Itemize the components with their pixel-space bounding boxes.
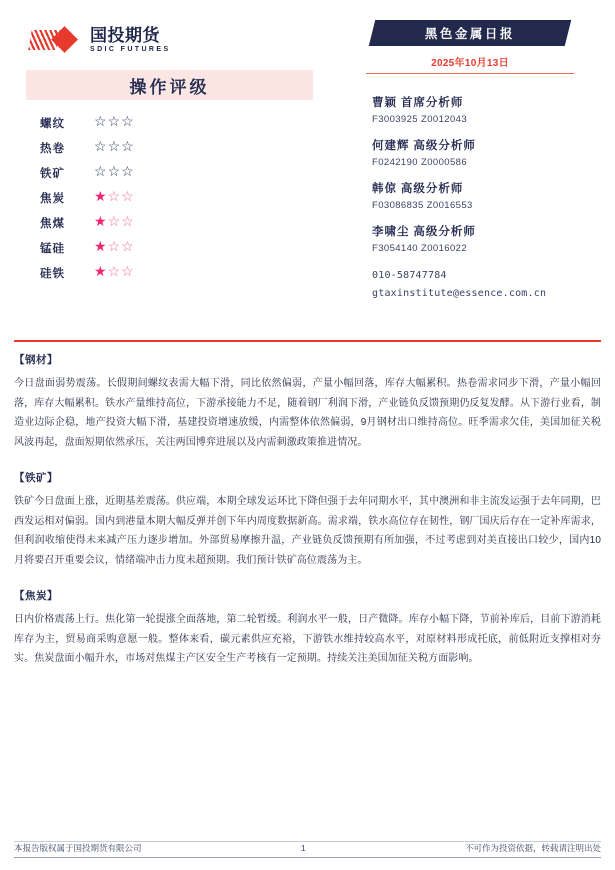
report-body [0, 352, 615, 687]
analyst-entry [372, 223, 603, 254]
star-filled-icon: ★ [94, 240, 107, 255]
footer-copyright: 本报告版权属于国投期货有限公司 [14, 843, 142, 853]
contact-phone: 010-58747784 [372, 270, 447, 281]
star-empty-icon: ☆ [107, 240, 121, 255]
rating-row [12, 137, 342, 159]
analyst-license-code: F0242190 Z0000586 [372, 157, 468, 168]
analyst-name: 韩倞 高级分析师 [372, 183, 464, 195]
rating-list [12, 112, 342, 284]
date-underline [366, 73, 574, 74]
footer-rule [14, 857, 601, 858]
star-empty-icon: ☆ [121, 165, 134, 180]
rating-label: 硅铁 [40, 268, 65, 280]
star-empty-icon: ☆ [121, 115, 134, 130]
rating-stars [94, 191, 134, 205]
star-filled-icon: ★ [94, 215, 107, 230]
rating-stars [94, 141, 134, 155]
star-empty-icon: ☆ [107, 115, 121, 130]
star-empty-icon: ☆ [107, 215, 121, 230]
header-divider [14, 340, 601, 342]
star-empty-icon: ☆ [121, 265, 134, 280]
star-empty-icon: ☆ [107, 190, 121, 205]
section-text: 铁矿今日盘面上涨，近期基差震荡。供应端，本期全球发运环比下降但强于去年同期水平，其中澳洲和非主流发运强于去年同期，巴西发运相对偏弱。国内到港量本期大幅反弹并创下年内周度数据新高。需求端，铁水高位存在韧性，钢厂国庆后存在一定补库需求，但利润收缩使得未来减产压力逐步增加。外部贸易摩擦升温，产业链负反馈预期有所加强，不过考虑到对美直接出口较少，国内10月将要召开重要会议，情绪端冲击力度未超预期。我们预计铁矿高位震荡为主。 [14, 496, 601, 566]
analyst-list [372, 94, 603, 254]
analyst-entry [372, 137, 603, 168]
rating-label: 焦煤 [40, 218, 65, 230]
section-title: 【钢材】 [14, 354, 58, 366]
star-filled-icon: ★ [94, 190, 107, 205]
report-title-banner [369, 20, 571, 46]
star-empty-icon: ☆ [94, 140, 107, 155]
rating-label: 螺纹 [40, 118, 65, 130]
report-date: 2025年10月13日 [431, 58, 509, 69]
rating-row [12, 187, 342, 209]
report-section [14, 352, 601, 452]
header-area [0, 0, 615, 345]
rating-row [12, 112, 342, 134]
report-meta [342, 14, 603, 345]
analyst-license-code: F03086835 Z0016553 [372, 200, 473, 211]
report-title: 黑色金属日报 [424, 26, 515, 41]
rating-row [12, 212, 342, 234]
section-text: 日内价格震荡上行。焦化第一轮提涨全面落地，第二轮暂缓。利润水平一般，日产微降。库存小幅下降，节前补库后，目前下游消耗库存为主，贸易商采购意愿一般。整体来看，碳元素供应充裕，下游铁水维持较高水平，对原材料形成托底，前低附近支撑相对夯实。焦炭盘面小幅升水，市场对焦煤主产区安全生产考核有一定预期。持续关注美国加征关税方面影响。 [14, 614, 601, 664]
analyst-name: 曹颖 首席分析师 [372, 97, 464, 109]
star-empty-icon: ☆ [94, 165, 107, 180]
star-filled-icon: ★ [94, 265, 107, 280]
analyst-license-code: F3003925 Z0012043 [372, 114, 468, 125]
analyst-entry [372, 94, 603, 125]
rating-label: 锰硅 [40, 243, 65, 255]
rating-title-box [26, 70, 313, 100]
report-section [14, 470, 601, 570]
rating-label: 铁矿 [40, 168, 65, 180]
section-text: 今日盘面弱势震荡。长假期间螺纹表需大幅下滑，同比依然偏弱，产量小幅回落，库存大幅累积。热卷需求同步下滑，产量小幅回落，库存大幅累积。铁水产量维持高位，下游承接能力不足，随着钢厂利润下滑，产业链负反馈预期仍反复发酵。从下游行业看，制造业边际企稳，地产投资大幅下滑，基建投资增速放缓，内需整体依然偏弱，9月钢材出口维持高位。旺季需求欠佳，美国加征关税风波再起，盘面短期依然承压，关注两国博弈进展以及内需刺激政策推进情况。 [14, 378, 601, 448]
star-empty-icon: ☆ [121, 215, 134, 230]
star-empty-icon: ☆ [107, 140, 121, 155]
rating-row [12, 237, 342, 259]
rating-stars [94, 241, 134, 255]
star-empty-icon: ☆ [121, 140, 134, 155]
rating-stars [94, 266, 134, 280]
star-empty-icon: ☆ [121, 190, 134, 205]
contact-email[interactable]: gtaxinstitute@essence.com.cn [372, 288, 547, 299]
rating-row [12, 162, 342, 184]
rating-stars [94, 116, 134, 130]
section-title: 【焦炭】 [14, 590, 58, 602]
company-logo [30, 24, 342, 56]
analyst-entry [372, 180, 603, 211]
rating-label: 热卷 [40, 143, 65, 155]
sdic-logo-icon [30, 27, 84, 53]
logo-text-en: SDIC FUTURES [90, 46, 171, 53]
rating-row [12, 262, 342, 284]
contact-block [372, 270, 603, 299]
rating-panel [12, 14, 342, 345]
star-empty-icon: ☆ [121, 240, 134, 255]
analyst-name: 李啸尘 高级分析师 [372, 226, 476, 238]
footer-page-number: 1 [300, 843, 306, 853]
rating-stars [94, 166, 134, 180]
star-empty-icon: ☆ [107, 165, 121, 180]
star-empty-icon: ☆ [107, 265, 121, 280]
rating-title: 操作评级 [129, 77, 210, 97]
logo-text-cn: 国投期货 [90, 26, 160, 45]
page-footer [14, 841, 601, 858]
analyst-name: 何建辉 高级分析师 [372, 140, 476, 152]
rating-label: 焦炭 [40, 193, 65, 205]
rating-stars [94, 216, 134, 230]
footer-disclaimer: 不可作为投资依据，转载请注明出处 [464, 843, 601, 853]
analyst-license-code: F3054140 Z0016022 [372, 243, 468, 254]
section-title: 【铁矿】 [14, 472, 58, 484]
report-section [14, 588, 601, 669]
star-empty-icon: ☆ [94, 115, 107, 130]
